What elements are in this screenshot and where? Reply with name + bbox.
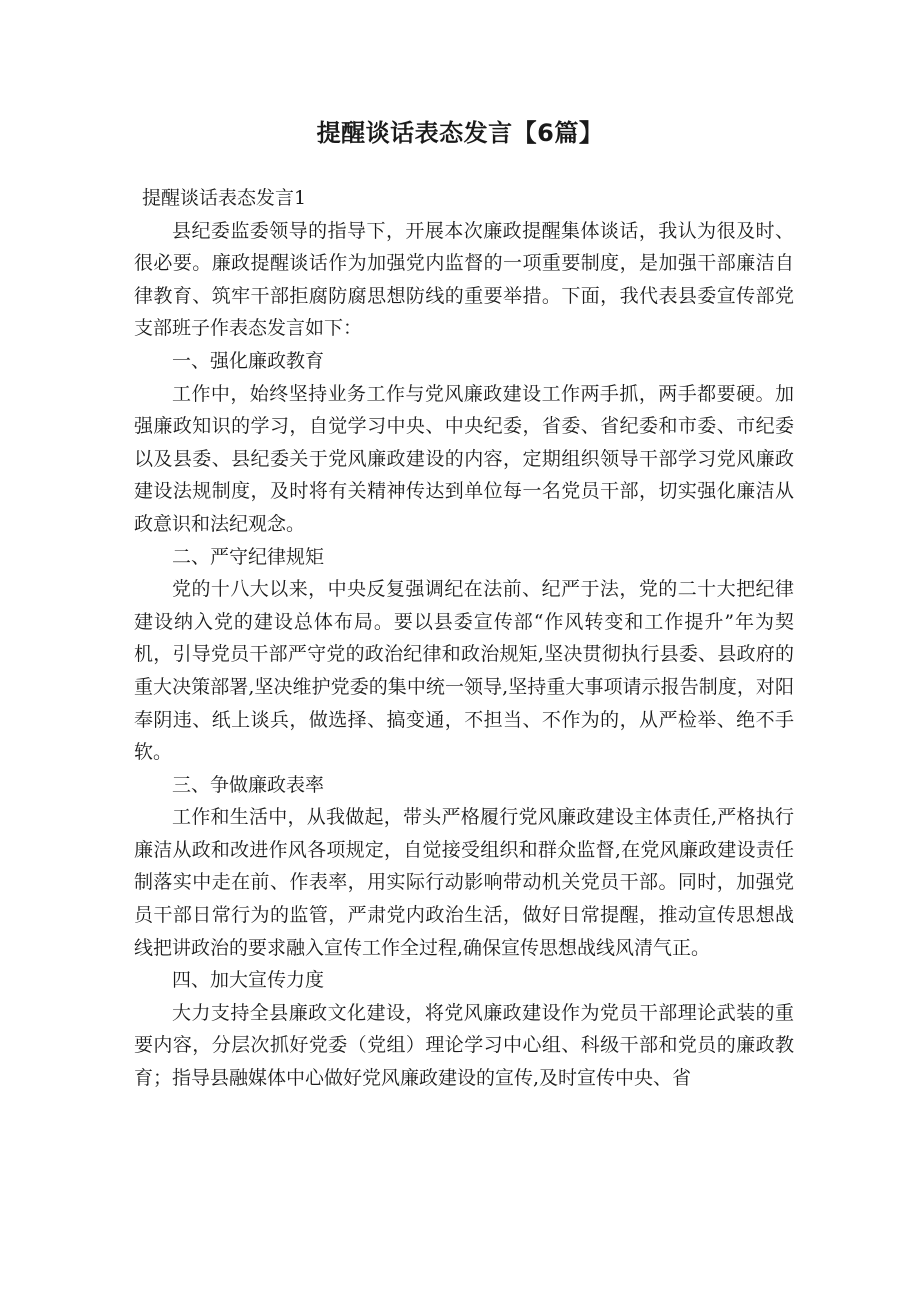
document-body (134, 182, 794, 1095)
paragraph: 大力支持全县廉政文化建设，将党风廉政建设作为党员干部理论武装的重要内容，分层次抓好党委（党组）理论学习中心组、科级干部和党员的廉政教育；指导县融媒体中心做好党风廉政建设的宣传,及时宣传中央、省 (134, 1001, 794, 1090)
section-heading: 四、加大宣传力度 (172, 969, 325, 992)
section-heading: 二、严守纪律规矩 (172, 545, 325, 568)
paragraph: 工作中，始终坚持业务工作与党风廉政建设工作两手抓，两手都要硬。加强廉政知识的学习，自觉学习中央、中央纪委，省委、省纪委和市委、市纪委以及县委、县纪委关于党风廉政建设的内容，定期组织领导干部学习党风廉政建设法规制度，及时将有关精神传达到单位每一名党员干部，切实强化廉洁从政意识和法纪观念。 (134, 382, 794, 535)
document-title: 提醒谈话表态发言【6篇】 (316, 119, 604, 147)
paragraph: 党的十八大以来，中央反复强调纪在法前、纪严于法，党的二十大把纪律建设纳入党的建设总体布局。要以县委宣传部“作风转变和工作提升”年为契机，引导党员干部严守党的政治纪律和政治规矩,坚决贯彻执行县委、县政府的重大决策部署,坚决维护党委的集中统一领导,坚持重大事项请示报告制度，对阳奉阴违、纸上谈兵，做选择、搞变通，不担当、不作为的，从严检举、绝不手软。 (134, 578, 794, 764)
section-heading: 三、争做廉政表率 (172, 773, 325, 796)
paragraph: 工作和生活中，从我做起，带头严格履行党风廉政建设主体责任,严格执行廉洁从政和改进作风各项规定，自觉接受组织和群众监督,在党风廉政建设责任制落实中走在前、作表率，用实际行动影响带动机关党员干部。同时，加强党员干部日常行为的监管，严肃党内政治生活，做好日常提醒，推动宣传思想战线把讲政治的要求融入宣传工作全过程,确保宣传思想战线风清气正。 (134, 806, 794, 959)
section-heading: 一、强化廉政教育 (172, 349, 325, 372)
section-subtitle: 提醒谈话表态发言1 (142, 187, 307, 209)
paragraph: 县纪委监委领导的指导下，开展本次廉政提醒集体谈话，我认为很及时、很必要。廉政提醒谈话作为加强党内监督的一项重要制度，是加强干部廉洁自律教育、筑牢干部拒腐防腐思想防线的重要举措。下面，我代表县委宣传部党支部班子作表态发言如下： (134, 219, 794, 340)
